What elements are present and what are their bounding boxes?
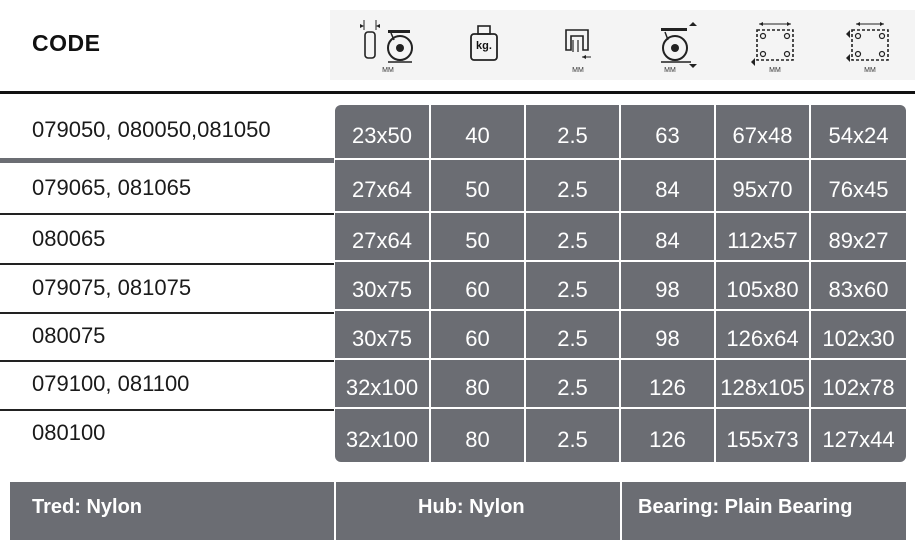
- spec-cell: 27x64: [352, 177, 412, 202]
- spec-cell: 2.5: [557, 228, 588, 253]
- spec-cell: 30x75: [352, 326, 412, 351]
- spec-cell: 50: [465, 228, 490, 253]
- spec-cell: 102x30: [822, 326, 895, 351]
- code-header: CODE: [32, 30, 101, 56]
- overall-height-icon: MM: [655, 10, 705, 80]
- spec-cell: 50: [465, 177, 490, 202]
- spec-cell: 105x80: [726, 277, 799, 302]
- grid-row-divider: [335, 309, 906, 311]
- grid-row-divider: [335, 407, 906, 409]
- spec-cell: 54x24: [828, 123, 889, 148]
- row-divider: [0, 360, 334, 362]
- spec-cell: 128x105: [720, 375, 805, 400]
- grid-row-divider: [335, 260, 906, 262]
- footer-divider: [620, 482, 622, 540]
- row-divider: [0, 158, 334, 163]
- footer-divider: [334, 482, 336, 540]
- spec-grid: [335, 105, 906, 462]
- grid-row-divider: [335, 158, 906, 160]
- spec-cell: 2.5: [557, 123, 588, 148]
- spec-cell: 23x50: [352, 123, 412, 148]
- spec-cell: 2.5: [557, 277, 588, 302]
- spec-cell: 84: [655, 228, 680, 253]
- header-divider: [0, 91, 915, 94]
- spec-cell: 76x45: [828, 177, 889, 202]
- spec-cell: 126x64: [726, 326, 799, 351]
- row-divider: [0, 213, 334, 215]
- wheel-width-icon: MM: [358, 10, 418, 80]
- spec-cell: 30x75: [352, 277, 412, 302]
- plate-size-icon: MM: [745, 10, 805, 80]
- spec-cell: 27x64: [352, 228, 412, 253]
- icon-header-strip: [330, 10, 915, 80]
- hole-spacing-icon: MM: [840, 10, 900, 80]
- grid-row-divider: [335, 358, 906, 360]
- hub-material: Hub: Nylon: [418, 496, 525, 518]
- spec-cell: 2.5: [557, 427, 588, 452]
- spec-cell: 2.5: [557, 326, 588, 351]
- spec-cell: 84: [655, 177, 680, 202]
- spec-cell: 2.5: [557, 375, 588, 400]
- material-footer: [10, 482, 906, 540]
- spec-cell: 32x100: [345, 427, 419, 452]
- spec-cell: 127x44: [822, 427, 895, 452]
- bearing-type: Bearing: Plain Bearing: [638, 496, 853, 518]
- row-divider: [0, 409, 334, 411]
- spec-cell: 32x100: [345, 375, 419, 400]
- grid-row-divider: [335, 211, 906, 213]
- spec-cell: 126: [649, 375, 686, 400]
- spec-cell: 95x70: [732, 177, 793, 202]
- spec-cell: 98: [655, 277, 680, 302]
- spec-cell: 112x57: [727, 228, 798, 253]
- row-divider: [0, 312, 334, 314]
- spec-cell: 40: [465, 123, 490, 148]
- spec-cell: 67x48: [732, 123, 793, 148]
- spec-cell: 83x60: [828, 277, 889, 302]
- spec-cell: 155x73: [726, 427, 799, 452]
- spec-cell: 80: [465, 375, 490, 400]
- spec-cell: 2.5: [557, 177, 588, 202]
- load-capacity-icon: kg.: [465, 10, 505, 80]
- tread-material: Tred: Nylon: [32, 496, 143, 518]
- spec-cell: 80: [465, 427, 490, 452]
- spec-cell: 89x27: [828, 228, 889, 253]
- spec-cell: 126: [649, 427, 686, 452]
- spec-cell: 60: [465, 277, 490, 302]
- spec-cell: 98: [655, 326, 680, 351]
- spec-cell: 60: [465, 326, 490, 351]
- spec-cell: 102x78: [822, 375, 895, 400]
- row-divider: [0, 263, 334, 265]
- spec-cell: 63: [655, 123, 680, 148]
- plate-thickness-icon: MM: [558, 10, 598, 80]
